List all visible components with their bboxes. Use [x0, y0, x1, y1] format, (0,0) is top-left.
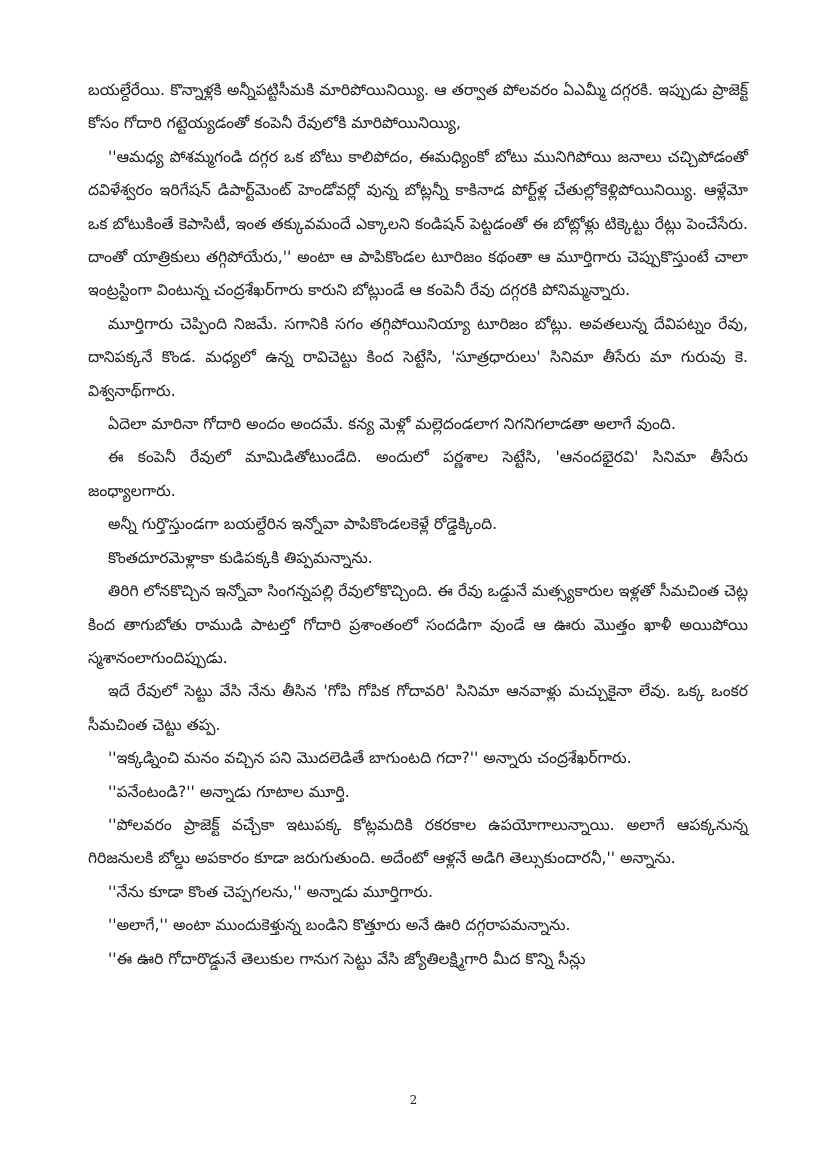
paragraph: ''అలాగే,'' అంటా ముందుకెళ్తున్న బండిని కొత్తూరు అనే ఊరి దగ్గరాపమన్నాను.	[108, 916, 571, 935]
paragraph: ''ఇక్కడ్నించి మనం వచ్చిన పని మొదలెడితే బాగుంటది గదా?'' అన్నారు చంద్రశేఖర్‌గారు.	[108, 749, 632, 768]
paragraph: ఈ కంపెనీ రేవులో మామిడితోటుండేది. అందులో పర్ణశాల సెట్టేసి, 'ఆనందభైరవి' సినిమా తీసేరు జంధ్యాలగారు.	[88, 448, 749, 500]
paragraph: అన్నీ గుర్తొస్తుండగా బయల్దేరిన ఇన్నోవా పాపికొండలకెళ్లే రోడ్డెక్కింది.	[108, 515, 498, 534]
paragraph: ''నేను కూడా కొంత చెప్పగలను,'' అన్నాడు మూర్తిగారు.	[108, 882, 434, 901]
body-text	[88, 74, 748, 976]
paragraph: ''పోలవరం ప్రాజెక్ట్ వచ్చేకా ఇటుపక్క కోట్లమదికి రకరకాల ఉపయోగాలున్నాయి. అలాగే ఆపక్కనున్న గిరిజనులకి బోల్డు అపకారం కూడా జరుగుతుంది. అదేంటో ఆళ్లనే అడిగి తెల్సుకుందారనీ,'' అన్నాను.	[88, 815, 748, 868]
paragraph: ఇదే రేవులో సెట్టు వేసి నేను తీసిన 'గోపి గోపిక గోదావరి' సినిమా ఆనవాళ్లు మచ్చుకైనా లేవు. ఒక్క ఒంకర సీమచింత చెట్టు తప్ప.	[88, 682, 748, 734]
paragraph: కొంతదూరమెళ్లాకా కుడిపక్కకి తిప్పమన్నాను.	[108, 548, 373, 567]
paragraph: బయల్దేరేయి. కొన్నాళ్లకి అన్నీపట్టిసీమకి మారిపోయినియ్యి. ఆ తర్వాత పోలవరం ఏఎమ్మీ దగ్గరకి. ఇప్పుడు ప్రాజెక్ట్ కోసం గోదారి గట్టెయ్యడంతో కంపెనీ రేవులోకి మారిపోయినియ్యి,	[88, 81, 748, 133]
paragraph: ''ఆమధ్య పోశమ్మగండి దగ్గర ఒక బోటు కాలిపోదం, ఈమధ్యింకో బోటు మునిగిపోయి జనాలు చచ్చిపోడంతో దవిళేశ్వరం ఇరిగేషన్ డిపార్ట్‌మెంట్ హెండోవర్లో వున్న బోట్లన్నీ కాకినాడ పోర్ట్‌ళ్ల చేతుల్లోకెళ్లిపోయినియ్యి. ఆళ్లేమో ఒక బోటుకింతే కెపాసిటీ, ఇంత తక్కువమందే ఎక్కాలని కండిషన్ పెట్టడంతో ఈ బోట్లోళ్లు టిక్కెట్టు రేట్లు పెంచేసేరు. దాంతో యాత్రికులు తగ్గిపోయేరు,'' అంటా ఆ పాపికొండల టూరిజం కథంతా ఆ మూర్తిగారు చెప్పుకొస్తుంటే చాలా ఇంట్రస్టింగా వింటున్న చంద్రశేఖర్‌గారు కారుని బోట్లుండే ఆ కంపెనీ రేవు దగ్గరకి పోనిమ్మన్నారు.	[88, 147, 748, 300]
paragraph: ''పనేంటండి?'' అన్నాడు గూటాల మూర్తి.	[108, 782, 350, 801]
paragraph: ఏదెలా మారినా గోదారి అందం అందమే. కన్య మెళ్లో మల్లెదండలాగ నిగనిగలాడతా అలాగే వుంది.	[108, 415, 676, 434]
paragraph: మూర్తిగారు చెప్పింది నిజమే. సగానికి సగం తగ్గిపోయినియ్యా టూరిజం బోట్లు. అవతలున్న దేవిపట్నం రేవు, దానిపక్కనే కొండ. మధ్యలో ఉన్న రావిచెట్టు కింద సెట్టేసి, 'సూత్రధారులు' సినిమా తీసేరు మా గురువు కె. విశ్వనాథ్‌గారు.	[88, 314, 748, 400]
paragraph: ''ఈ ఊరి గోదారొడ్డునే తెలుకుల గానుగ సెట్టు వేసి జ్యోతిలక్ష్మిగారి మీద కొన్ని సీన్లు	[108, 949, 586, 968]
paragraph: తిరిగి లోనకొచ్చిన ఇన్నోవా సింగన్నపల్లి రేవులోకొచ్చింది. ఈ రేవు ఒడ్డునే మత్స్యకారుల ఇళ్లతో సీమచింత చెట్ల కింద తాగుబోతు రాముడి పాటల్తో గోదారి ప్రశాంతంలో సందడిగా వుండే ఆ ఊరు మొత్తం ఖాళీ అయిపోయి స్మశానంలాగుందిప్పుడు.	[88, 582, 748, 667]
page-number: 2	[409, 1093, 418, 1107]
